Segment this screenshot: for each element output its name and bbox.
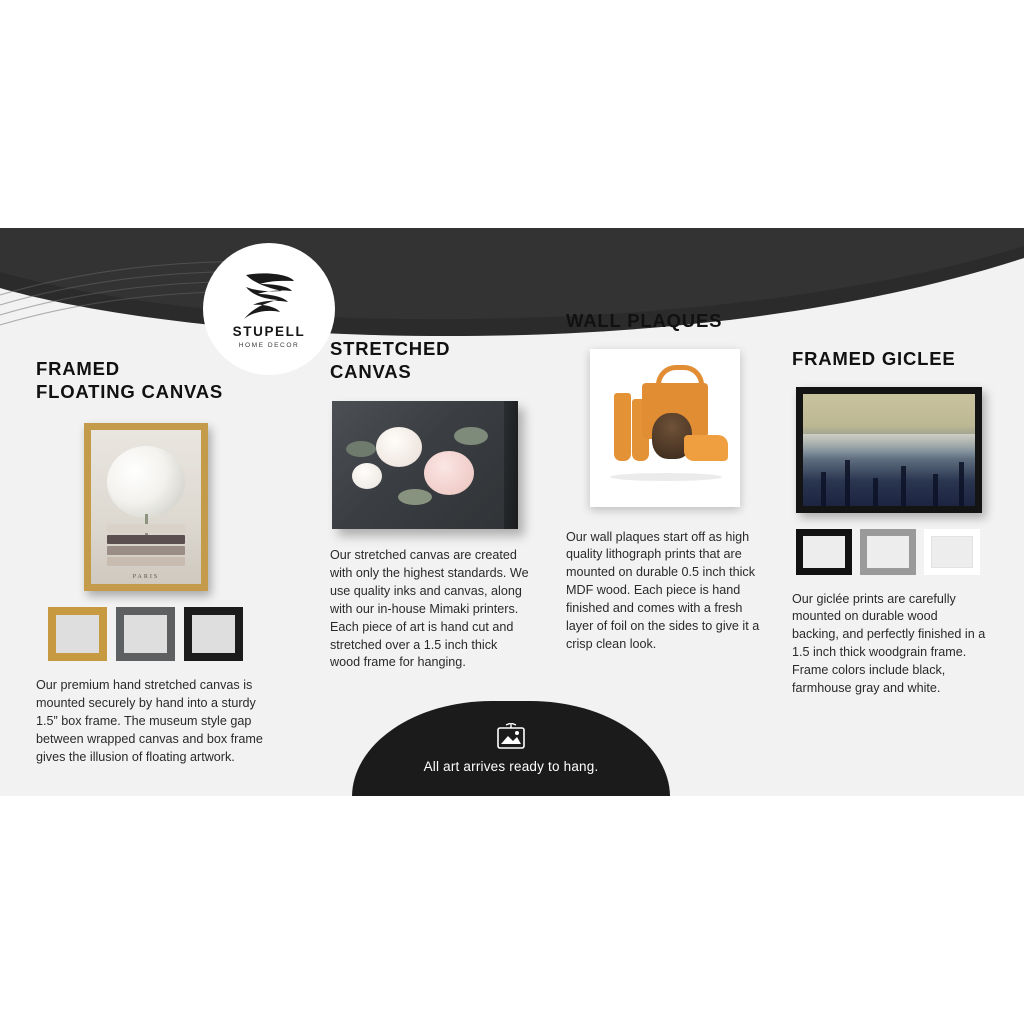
column-title-line2: CANVAS (330, 360, 412, 382)
scarf-shape (684, 435, 728, 461)
brand-tagline: HOME DECOR (238, 341, 300, 349)
artwork-framed-floating-canvas (84, 423, 208, 591)
column-framed-giclee (792, 348, 988, 698)
artwork-shadow (610, 473, 722, 481)
column-title (330, 338, 530, 383)
column-title-line1: FRAMED GICLEE (792, 348, 956, 369)
artwork-framed-giclee (796, 387, 982, 513)
column-wall-plaques (566, 310, 762, 654)
column-title (566, 310, 762, 333)
leaf-shape (398, 489, 432, 505)
column-title-line1: STRETCHED (330, 338, 451, 359)
artwork-caption: PARIS (132, 574, 160, 581)
mist-shape (803, 434, 975, 459)
swatch-gray (116, 607, 175, 661)
banner-text: All art arrives ready to hang. (423, 759, 599, 774)
column-title-line2: FLOATING CANVAS (36, 380, 224, 402)
frame-color-swatches (48, 607, 276, 661)
canvas-side-edge (504, 401, 518, 529)
column-description: Our giclée prints are carefully mounted on durable wood backing, and perfectly finished in a 1.5 inch thick woodgrain frame. Frame colors include black, farmhouse gray and white. (792, 591, 986, 695)
bouquet-shape (107, 446, 185, 518)
book-stack (107, 524, 185, 566)
picture-frame-icon (494, 723, 528, 751)
brand-logo (203, 243, 335, 375)
column-description: Our wall plaques start off as high quality lithograph prints that are mounted on durable 0.5 inch thick MDF wood. Each piece is hand finished and comes with a fresh layer of foil on the sides to give it a crisp clean look. (566, 529, 760, 651)
ready-to-hang-banner (352, 701, 670, 796)
swatch-black (184, 607, 243, 661)
column-title-line1: FRAMED (36, 358, 120, 379)
column-title-line1: WALL PLAQUES (566, 310, 723, 331)
column-description: Our stretched canvas are created with only the highest standards. We use quality inks and canvas, along with our in-house Mimaki printers. Each piece of art is hand cut and stretched over a 1.5 inch thick wood frame for hanging. (330, 548, 529, 670)
leaf-shape (346, 441, 376, 457)
column-stretched-canvas (330, 338, 530, 672)
frame-swatch-gray (860, 529, 916, 575)
boot-shape (614, 393, 631, 461)
flower-shape (352, 463, 382, 489)
column-description: Our premium hand stretched canvas is mounted securely by hand into a sturdy 1.5” box frame. The museum style gap between wrapped canvas and box frame gives the illusion of floating artwork. (36, 678, 263, 764)
column-title (792, 348, 988, 371)
artwork-wall-plaque (590, 349, 740, 507)
swatch-gold (48, 607, 107, 661)
frame-swatch-black (796, 529, 852, 575)
frame-swatch-white (924, 529, 980, 575)
brand-name: STUPELL (232, 324, 306, 340)
leaf-shape (454, 427, 488, 445)
wave-header-graphic (0, 228, 1024, 348)
flower-shape (376, 427, 422, 467)
column-framed-floating-canvas (36, 358, 276, 767)
giclee-frame-swatches (796, 529, 988, 575)
flower-shape (424, 451, 474, 495)
product-info-panel (0, 228, 1024, 796)
artwork-stretched-canvas (332, 401, 518, 529)
stupell-swoosh-icon (238, 269, 300, 323)
